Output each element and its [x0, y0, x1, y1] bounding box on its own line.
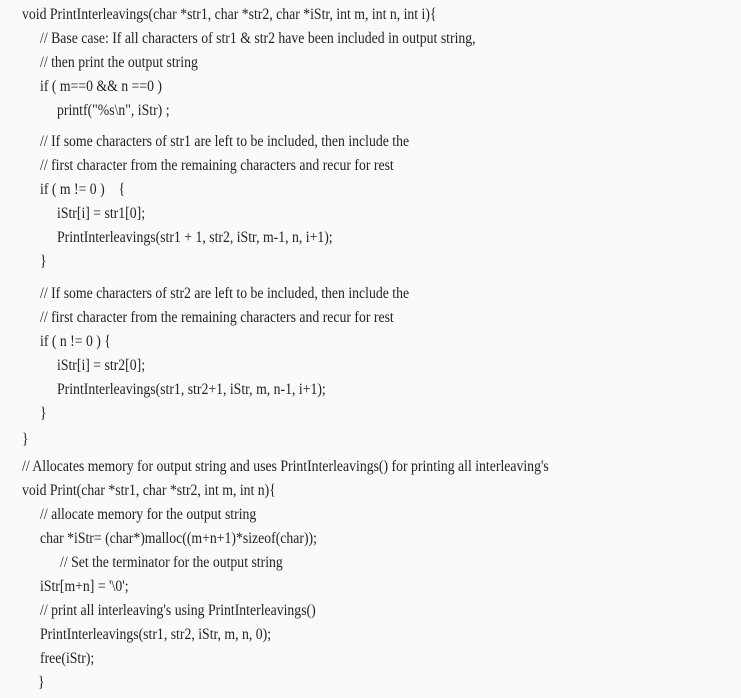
code-line-call-print-interleavings: PrintInterleavings(str1, str2, iStr, m, n, 0); — [40, 626, 272, 643]
code-line-free: free(iStr); — [40, 650, 95, 667]
code-line-comment-base-case: // Base case: If all characters of str1 & str2 have been included in output string, — [40, 30, 476, 47]
code-line-malloc: char *iStr= (char*)malloc((m+n+1)*sizeof(char)); — [40, 530, 317, 547]
code-line-recur-str2: PrintInterleavings(str1, str2+1, iStr, m, n-1, i+1); — [57, 381, 326, 398]
code-line-close-function: } — [22, 431, 29, 448]
code-line-if-n-nonzero: if ( n != 0 ) { — [40, 333, 111, 350]
code-line-assign-str2: iStr[i] = str2[0]; — [57, 357, 146, 374]
code-line-comment-allocates: // Allocates memory for output string and uses PrintInterleavings() for printing all interleaving's — [22, 458, 549, 475]
code-line-if-m-nonzero: if ( m != 0 ) { — [40, 181, 126, 198]
code-line-close-print: } — [38, 674, 45, 691]
code-line-comment-str2-recur: // first character from the remaining characters and recur for rest — [40, 309, 394, 326]
code-line-comment-allocate-memory: // allocate memory for the output string — [40, 506, 257, 523]
code-line-printf: printf("%s\n", iStr) ; — [57, 102, 170, 119]
code-line-recur-str1: PrintInterleavings(str1 + 1, str2, iStr, m-1, n, i+1); — [57, 229, 333, 246]
code-line-close-if-n: } — [40, 405, 47, 422]
code-line-terminator: iStr[m+n] = '\0'; — [40, 578, 129, 595]
code-line-close-if-m: } — [40, 253, 47, 270]
code-line-assign-str1: iStr[i] = str1[0]; — [57, 205, 146, 222]
code-line-comment-print-output: // then print the output string — [40, 54, 198, 71]
code-line-comment-str2-left: // If some characters of str2 are left to be included, then include the — [40, 285, 410, 302]
code-line-function-signature: void PrintInterleavings(char *str1, char *str2, char *iStr, int m, int n, int i){ — [22, 6, 437, 23]
code-line-comment-terminator: // Set the terminator for the output string — [60, 554, 283, 571]
code-line-comment-str1-left: // If some characters of str1 are left to be included, then include the — [40, 133, 410, 150]
code-line-if-base-case: if ( m==0 && n ==0 ) — [40, 78, 162, 95]
code-line-comment-str1-recur: // first character from the remaining characters and recur for rest — [40, 157, 394, 174]
code-line-comment-print-all: // print all interleaving's using PrintInterleavings() — [40, 602, 316, 619]
code-line-print-signature: void Print(char *str1, char *str2, int m, int n){ — [22, 482, 276, 499]
